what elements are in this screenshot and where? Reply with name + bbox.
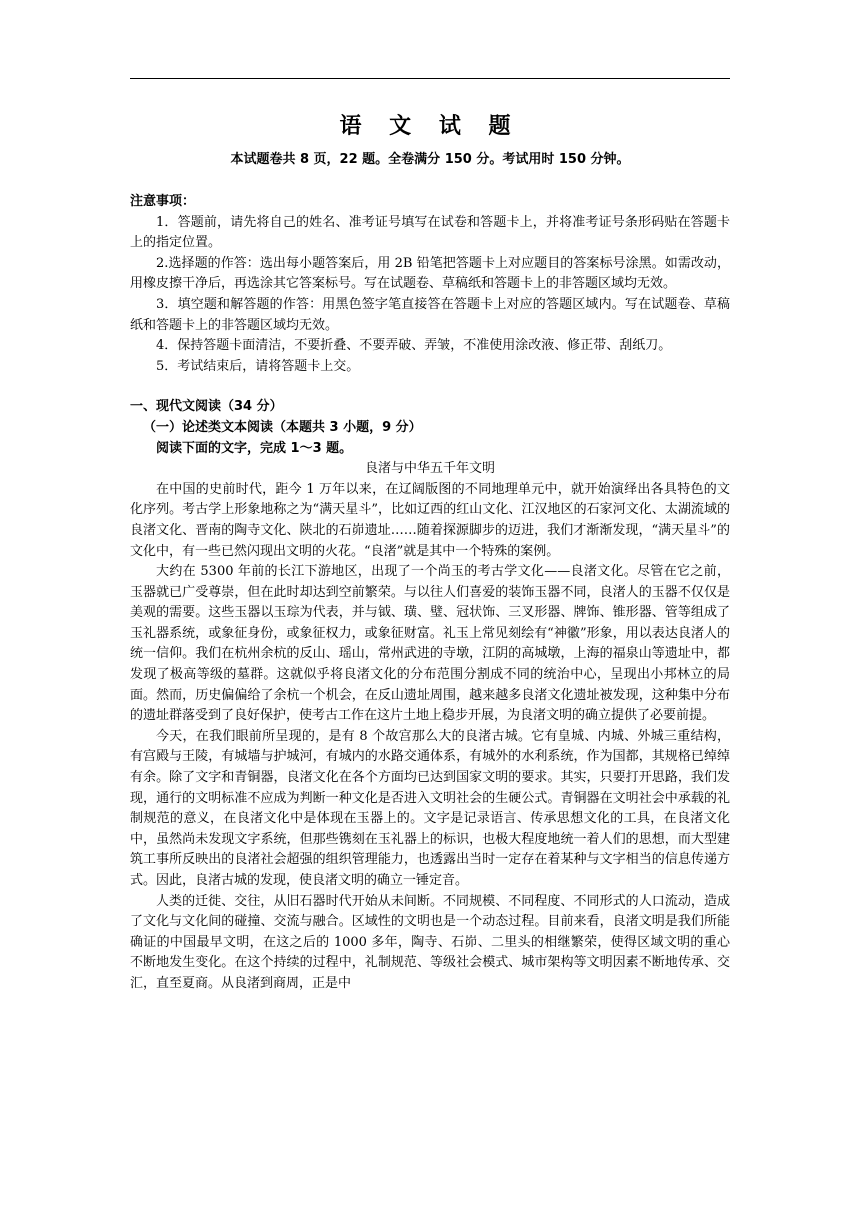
notice-item: 4．保持答题卡面清洁，不要折叠、不要弄破、弄皱，不准使用涂改液、修正带、刮纸刀。 (156, 338, 672, 354)
article-paragraph: 在中国的史前时代，距今 1 万年以来，在辽阔版图的不同地理单元中，就开始演绎出各具特色的文化序列。考古学上形象地称之为“满天星斗”，比如辽西的红山文化、江汉地区的石家河文化、太湖流域的良渚文化、晋南的陶寺文化、陕北的石峁遗址……随着探源脚步的迈进，我们才渐渐发现，“满天星斗”的文化中，有一些已然闪现出文明的火花。“良渚”就是其中一个特殊的案例。 (130, 481, 730, 559)
subsection-heading: （一）论述类文本阅读（本题共 3 小题，9 分） (143, 419, 422, 435)
article-paragraph: 大约在 5300 年前的长江下游地区，出现了一个尚玉的考古学文化——良渚文化。尽管在它之前，玉器就已广受尊崇，但在此时却达到空前繁荣。与以往人们喜爱的装饰玉器不同，良渚人的玉器不仅仅是美观的需要。这些玉器以玉琮为代表，并与钺、璜、璧、冠状饰、三叉形器、牌饰、锥形器、管等组成了玉礼器系统，或象征身份，或象征权力，或象征财富。礼玉上常见刻绘有“神徽”形象，用以表达良渚人的统一信仰。我们在杭州余杭的反山、瑶山，常州武进的寺墩，江阴的高城墩，上海的福泉山等遗址中，都发现了极高等级的墓群。这就似乎将良渚文化的分布范围分割成不同的统治中心，呈现出小邦林立的局面。然而，历史偏偏给了余杭一个机会，在反山遗址周围，越来越多良渚文化遗址被发现，这种集中分布的遗址群落受到了良好保护，使考古工作在这片土地上稳步开展，为良渚文明的确立提供了必要前提。 (130, 564, 730, 724)
exam-title: 语 文 试 题 (339, 114, 521, 139)
header-rule (130, 78, 730, 79)
section-heading: 一、现代文阅读（34 分） (130, 399, 283, 415)
article-title: 良渚与中华五千年文明 (364, 461, 495, 477)
notice-heading: 注意事项： (130, 194, 196, 209)
reading-instruction: 阅读下面的文字，完成 1～3 题。 (156, 440, 353, 456)
article-paragraph: 人类的迁徙、交往，从旧石器时代开始从未间断。不同规模、不同程度、不同形式的人口流动，造成了文化与文化间的碰撞、交流与融合。区域性的文明也是一个动态过程。目前来看，良渚文明是我们所能确证的中国最早文明，在这之后的 1000 多年，陶寺、石峁、二里头的相继繁荣，使得区域文明的重心不断地发生变化。在这个持续的过程中，礼制规范、等级社会模式、城市架构等文明因素不断地传承、交汇，直至夏商。从良渚到商周，正是中 (130, 893, 730, 991)
notice-item: 5．考试结束后，请将答题卡上交。 (156, 358, 360, 374)
article-paragraph: 今天，在我们眼前所呈现的，是有 8 个故宫那么大的良渚古城。它有皇城、内城、外城三重结构，有宫殿与王陵，有城墙与护城河，有城内的水路交通体系，有城外的水利系统，作为国都，其规格已绰绰有余。除了文字和青铜器，良渚文化在各个方面均已达到国家文明的要求。其实，只要打开思路，我们发现，通行的文明标准不应成为判断一种文化是否进入文明社会的生硬公式。青铜器在文明社会中承载的礼制规范的意义，在良渚文化中是体现在玉器上的。文字是记录语言、传承思想文化的工具，在良渚文化中，虽然尚未发现文字系统，但那些镌刻在玉礼器上的标识，也极大程度地统一着人们的思想，而大型建筑工事所反映出的良渚社会超强的组织管理能力，也透露出当时一定存在着某种与文字相当的信息传递方式。因此，良渚古城的发现，使良渚文明的确立一锤定音。 (130, 728, 730, 888)
exam-page (130, 106, 730, 995)
notice-item: 3．填空题和解答题的作答：用黑色签字笔直接答在答题卡上对应的答题区域内。写在试题卷、草稿纸和答题卡上的非答题区域均无效。 (130, 296, 730, 333)
exam-subtitle: 本试题卷共 8 页，22 题。全卷满分 150 分。考试用时 150 分钟。 (230, 152, 630, 167)
notice-item: 1．答题前，请先将自己的姓名、准考证号填写在试卷和答题卡上，并将准考证号条形码贴在答题卡上的指定位置。 (130, 214, 730, 251)
notice-item: 2.选择题的作答：选出每小题答案后，用 2B 铅笔把答题卡上对应题目的答案标号涂黑。如需改动，用橡皮擦干净后，再选涂其它答案标号。写在试题卷、草稿纸和答题卡上的非答题区域均无效。 (130, 255, 730, 292)
